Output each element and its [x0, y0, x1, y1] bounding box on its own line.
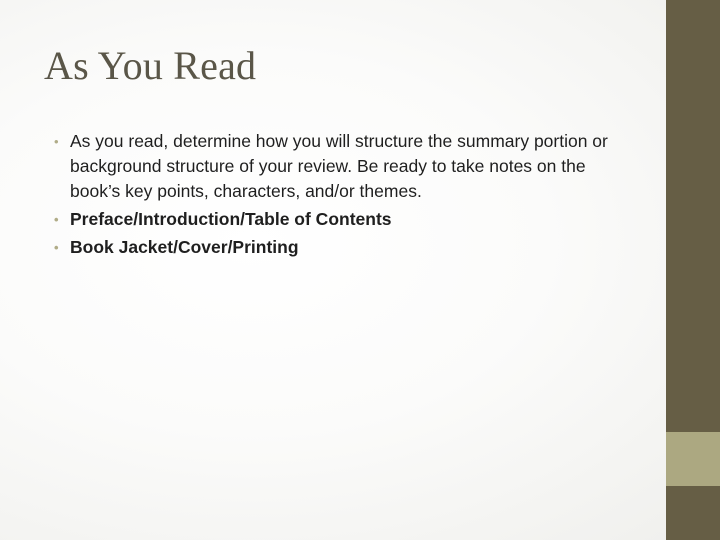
bullet-text: Preface/Introduction/Table of Contents [70, 209, 392, 229]
sidebar-accent-block [666, 432, 720, 486]
bullet-text: As you read, determine how you will structure the summary portion or background structure of your review. Be ready to take notes on the book’s key points, characters, and/or themes. [70, 131, 608, 201]
bullet-text: Book Jacket/Cover/Printing [70, 237, 299, 257]
bullet-marker: • [54, 212, 59, 227]
bullet-marker: • [54, 134, 59, 149]
bullet-marker: • [54, 240, 59, 255]
bullet-item-reading-structure [54, 129, 614, 204]
bullet-item-book-jacket [54, 235, 614, 260]
bullet-list [54, 129, 614, 263]
slide-title: As You Read [44, 43, 257, 88]
bullet-item-preface [54, 207, 614, 232]
